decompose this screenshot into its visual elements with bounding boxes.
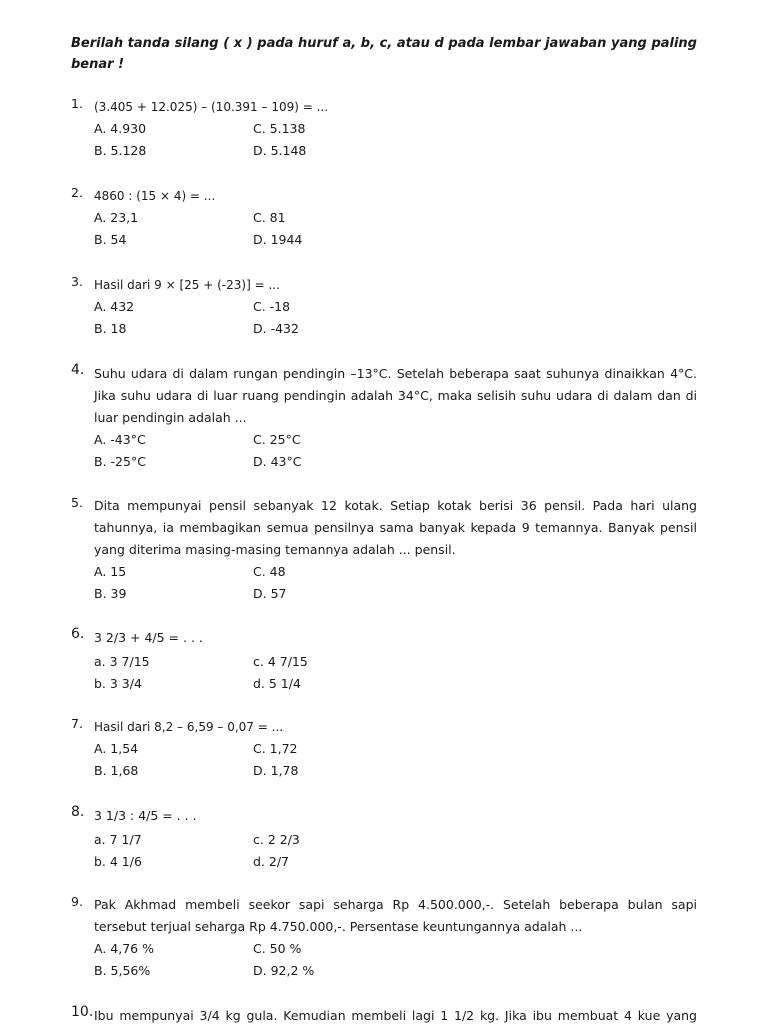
question-stem: Pak Akhmad membeli seekor sapi seharga Rp 4.500.000,-. Setelah beberapa bulan sapi tersebut terjual seharga Rp 4.750.000,-. Persentase keuntungannya adalah ...: [94, 897, 697, 934]
option-b[interactable]: B. 1,68: [94, 763, 139, 778]
question-stem: 4860 : (15 × 4) = ...: [94, 189, 216, 203]
option-a[interactable]: A. 4,76 %: [94, 941, 154, 956]
question-stem: Ibu mempunyai 3/4 kg gula. Kemudian membeli lagi 1 1/2 kg. Jika ibu membuat 4 kue yang: [94, 1008, 697, 1023]
question-stem: 3 1/3 : 4/5 = . . .: [94, 808, 197, 823]
question-4: [71, 363, 697, 473]
question-6: [71, 627, 697, 695]
question-number: 2.: [71, 185, 83, 200]
option-c[interactable]: C. 48: [253, 564, 286, 579]
question-5: [71, 495, 697, 605]
question-8: [71, 805, 697, 873]
option-a[interactable]: a. 3 7/15: [94, 654, 150, 669]
question-number: 6.: [71, 626, 85, 642]
question-1: [71, 96, 697, 162]
options: [94, 296, 697, 340]
question-3: [71, 274, 697, 340]
question-stem: Suhu udara di dalam rungan pendingin –13°C. Setelah beberapa saat suhunya dinaikkan 4°C. Jika suhu udara di luar ruang pendingin adalah 34°C, maka selisih suhu udara di dalam dan di luar pendingin adalah ...: [94, 366, 697, 425]
question-9: [71, 894, 697, 982]
option-a[interactable]: A. 432: [94, 299, 135, 314]
instruction-text: Berilah tanda silang ( x ) pada huruf a, b, c, atau d pada lembar jawaban yang paling benar !: [71, 36, 697, 72]
options: [94, 651, 697, 695]
question-7: [71, 716, 697, 782]
options: [94, 207, 697, 251]
option-b[interactable]: B. 5,56%: [94, 963, 151, 978]
question-stem: (3.405 + 12.025) – (10.391 – 109) = ...: [94, 100, 329, 114]
options: [94, 561, 697, 605]
option-a[interactable]: a. 7 1/7: [94, 832, 142, 847]
option-b[interactable]: b. 3 3/4: [94, 676, 142, 691]
question-number: 8.: [71, 804, 85, 820]
question-stem: Hasil dari 9 × [25 + (-23)] = ...: [94, 278, 280, 292]
question-number: 3.: [71, 274, 83, 289]
question-number: 10.: [71, 1004, 94, 1020]
option-d[interactable]: D. 5.148: [253, 143, 307, 158]
question-stem: Dita mempunyai pensil sebanyak 12 kotak. Setiap kotak berisi 36 pensil. Pada hari ulang tahunnya, ia membagikan semua pensilnya sama banyak kepada 9 temannya. Banyak pensil yang diterima masing-masing temannya adalah ... pensil.: [94, 498, 697, 557]
option-a[interactable]: A. 15: [94, 564, 127, 579]
question-number: 5.: [71, 495, 83, 510]
question-stem: Hasil dari 8,2 – 6,59 – 0,07 = ...: [94, 720, 284, 734]
option-b[interactable]: B. 18: [94, 321, 127, 336]
options: [94, 429, 697, 473]
option-b[interactable]: B. -25°C: [94, 454, 146, 469]
option-a[interactable]: A. 4.930: [94, 121, 147, 136]
option-d[interactable]: d. 5 1/4: [253, 676, 301, 691]
option-d[interactable]: D. 1,78: [253, 763, 299, 778]
option-d[interactable]: d. 2/7: [253, 854, 289, 869]
option-d[interactable]: D. 57: [253, 586, 287, 601]
option-c[interactable]: c. 4 7/15: [253, 654, 308, 669]
option-d[interactable]: D. 1944: [253, 232, 303, 247]
option-c[interactable]: C. 1,72: [253, 741, 298, 756]
option-a[interactable]: A. 1,54: [94, 741, 139, 756]
option-d[interactable]: D. -432: [253, 321, 299, 336]
option-c[interactable]: C. 50 %: [253, 941, 302, 956]
question-number: 4.: [71, 362, 85, 378]
option-c[interactable]: C. 25°C: [253, 432, 301, 447]
option-b[interactable]: B. 54: [94, 232, 127, 247]
option-a[interactable]: A. -43°C: [94, 432, 146, 447]
options: [94, 938, 697, 982]
question-number: 7.: [71, 716, 83, 731]
options: [94, 118, 697, 162]
options: [94, 738, 697, 782]
question-stem: 3 2/3 + 4/5 = . . .: [94, 630, 203, 645]
option-c[interactable]: c. 2 2/3: [253, 832, 300, 847]
option-a[interactable]: A. 23,1: [94, 210, 139, 225]
option-c[interactable]: C. -18: [253, 299, 291, 314]
option-b[interactable]: B. 39: [94, 586, 127, 601]
question-number: 1.: [71, 96, 83, 111]
option-d[interactable]: D. 92,2 %: [253, 963, 315, 978]
option-b[interactable]: B. 5.128: [94, 143, 147, 158]
option-b[interactable]: b. 4 1/6: [94, 854, 142, 869]
question-2: [71, 185, 697, 251]
question-number: 9.: [71, 894, 83, 909]
option-c[interactable]: C. 5.138: [253, 121, 306, 136]
option-d[interactable]: D. 43°C: [253, 454, 302, 469]
options: [94, 829, 697, 873]
option-c[interactable]: C. 81: [253, 210, 286, 225]
